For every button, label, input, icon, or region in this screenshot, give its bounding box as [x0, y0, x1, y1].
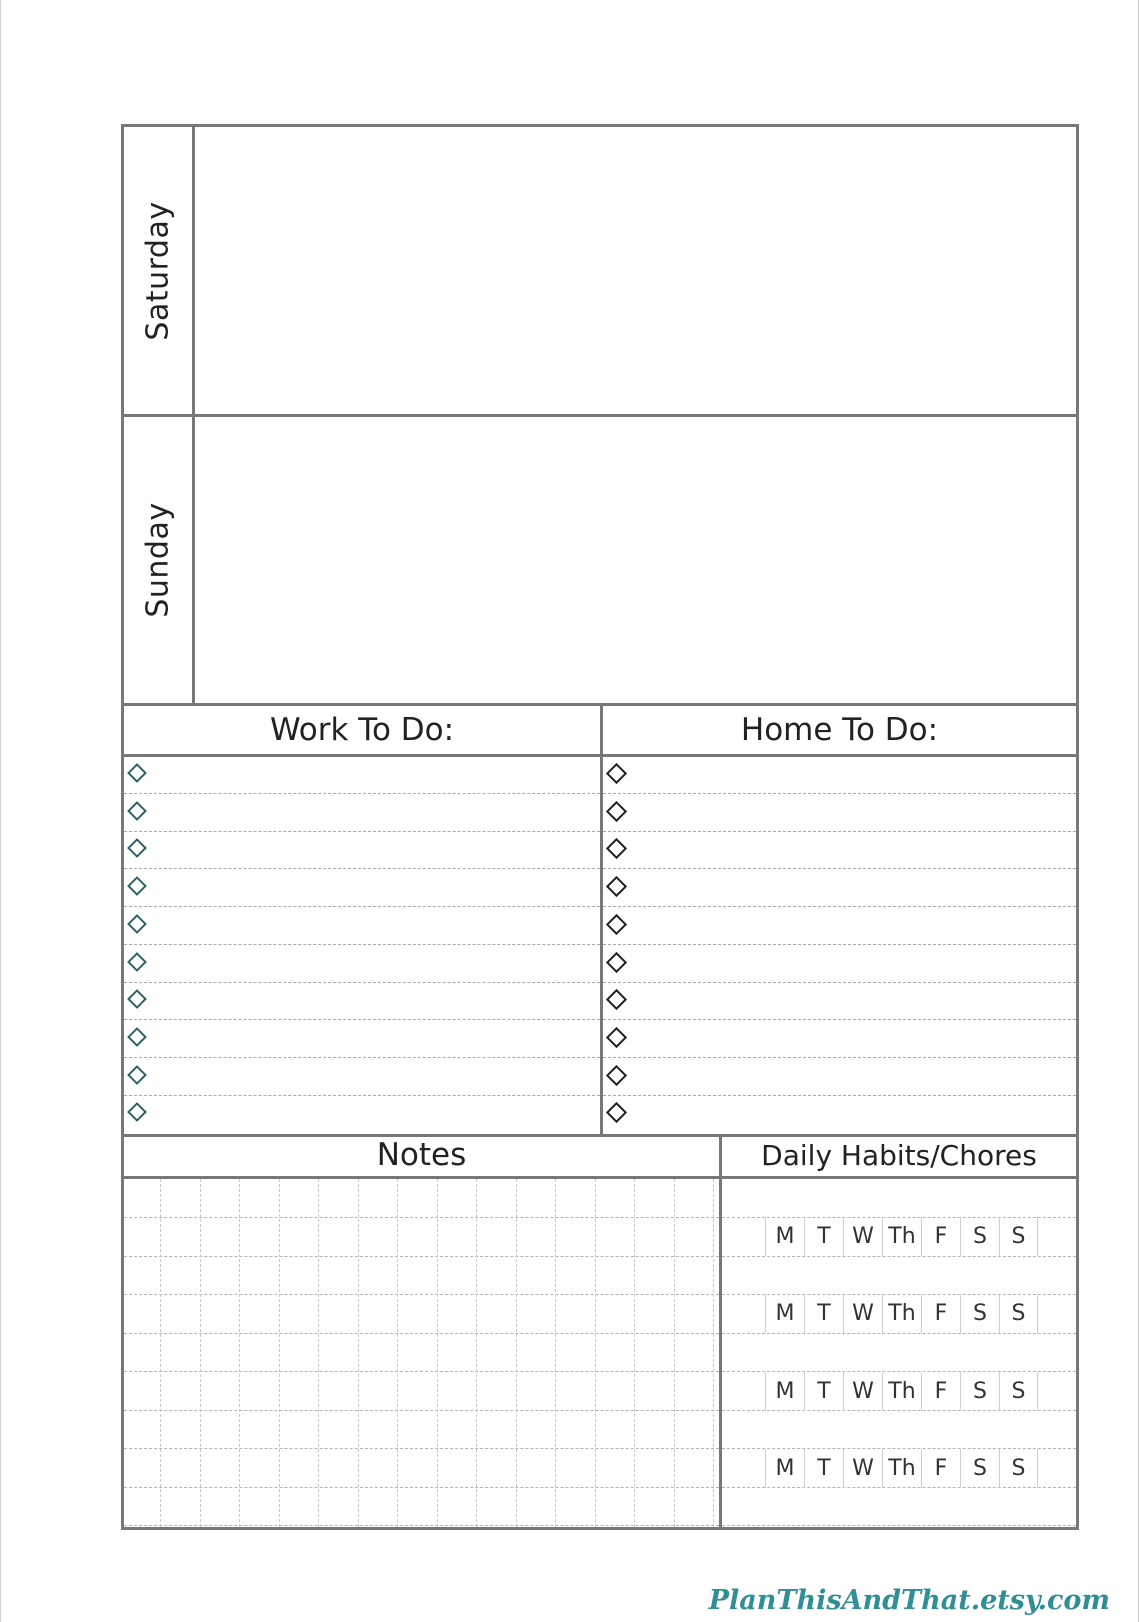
checkbox-diamond-icon[interactable]	[606, 763, 627, 784]
grid-line	[437, 1179, 438, 1527]
habit-day-box[interactable]: Th	[882, 1294, 921, 1333]
work-todo-row[interactable]	[124, 1059, 600, 1096]
grid-line	[124, 1525, 719, 1526]
work-todo-row[interactable]	[124, 908, 600, 945]
checkbox-diamond-icon[interactable]	[127, 952, 147, 972]
checkbox-diamond-icon[interactable]	[127, 763, 147, 783]
habit-row	[765, 1217, 1038, 1256]
grid-line	[476, 1179, 477, 1527]
habit-day-box[interactable]: W	[843, 1372, 882, 1411]
saturday-label: Saturday	[140, 200, 176, 341]
home-todo-row[interactable]	[603, 908, 1076, 945]
grid-line	[713, 1179, 714, 1527]
home-todo-row[interactable]	[603, 983, 1076, 1020]
sunday-section	[124, 417, 1076, 703]
grid-line	[124, 1487, 719, 1488]
work-todo-row[interactable]	[124, 983, 600, 1020]
home-todo-row[interactable]	[603, 795, 1076, 832]
grid-line	[634, 1179, 635, 1527]
habit-day-box[interactable]: T	[804, 1372, 843, 1411]
habit-day-box[interactable]: W	[843, 1449, 882, 1488]
checkbox-diamond-icon[interactable]	[127, 1102, 147, 1122]
grid-line	[555, 1179, 556, 1527]
checkbox-diamond-icon[interactable]	[606, 876, 627, 897]
habit-day-box[interactable]: F	[921, 1294, 960, 1333]
checkbox-diamond-icon[interactable]	[606, 801, 627, 822]
divider	[124, 1176, 1076, 1179]
grid-line	[160, 1179, 161, 1527]
habit-day-box[interactable]: T	[804, 1294, 843, 1333]
checkbox-diamond-icon[interactable]	[606, 951, 627, 972]
habit-row	[765, 1372, 1038, 1411]
sunday-label: Sunday	[140, 502, 176, 618]
habit-day-box[interactable]: M	[765, 1449, 804, 1488]
checkbox-diamond-icon[interactable]	[606, 838, 627, 859]
habit-line	[722, 1525, 1076, 1526]
home-todo-row[interactable]	[603, 1021, 1076, 1058]
grid-line	[674, 1179, 675, 1527]
grid-line	[124, 1371, 719, 1372]
home-todo-row[interactable]	[603, 870, 1076, 907]
work-todo-row[interactable]	[124, 1096, 600, 1133]
checkbox-diamond-icon[interactable]	[127, 876, 147, 896]
habit-day-box[interactable]: S	[960, 1449, 999, 1488]
habit-day-box[interactable]: S	[999, 1449, 1038, 1488]
checkbox-diamond-icon[interactable]	[606, 1102, 627, 1123]
grid-line	[124, 1256, 719, 1257]
work-todo-row[interactable]	[124, 795, 600, 832]
grid-line	[124, 1217, 719, 1218]
work-todo-row[interactable]	[124, 1021, 600, 1058]
checkbox-diamond-icon[interactable]	[127, 989, 147, 1009]
grid-line	[124, 1410, 719, 1411]
grid-line	[516, 1179, 517, 1527]
grid-line	[124, 1448, 719, 1449]
work-todo-title: Work To Do:	[269, 712, 455, 748]
habit-day-box[interactable]: M	[765, 1217, 804, 1256]
checkbox-diamond-icon[interactable]	[606, 914, 627, 935]
work-todo-row[interactable]	[124, 757, 600, 794]
grid-line	[358, 1179, 359, 1527]
habits-title: Daily Habits/Chores	[761, 1139, 1037, 1172]
footer-credit: PlanThisAndThat.etsy.com	[708, 1585, 1110, 1616]
home-todo-row[interactable]	[603, 1059, 1076, 1096]
habit-day-box[interactable]: S	[999, 1217, 1038, 1256]
sunday-writing-area[interactable]	[195, 417, 1076, 703]
habit-day-box[interactable]: F	[921, 1217, 960, 1256]
habit-day-box[interactable]: Th	[882, 1217, 921, 1256]
saturday-writing-area[interactable]	[195, 127, 1076, 414]
work-todo-row[interactable]	[124, 832, 600, 869]
checkbox-diamond-icon[interactable]	[127, 1065, 147, 1085]
habit-day-box[interactable]: S	[960, 1372, 999, 1411]
checkbox-diamond-icon[interactable]	[127, 914, 147, 934]
habit-day-box[interactable]: M	[765, 1294, 804, 1333]
grid-line	[124, 1333, 719, 1334]
checkbox-diamond-icon[interactable]	[127, 801, 147, 821]
habit-row	[765, 1294, 1038, 1333]
notes-title: Notes	[376, 1137, 467, 1173]
habit-day-box[interactable]: Th	[882, 1449, 921, 1488]
grid-line	[279, 1179, 280, 1527]
habit-day-box[interactable]: S	[999, 1294, 1038, 1333]
work-todo-row[interactable]	[124, 870, 600, 907]
saturday-label-cell	[124, 127, 195, 414]
sunday-label-cell	[124, 417, 195, 703]
checkbox-diamond-icon[interactable]	[127, 838, 147, 858]
habit-day-box[interactable]: F	[921, 1372, 960, 1411]
habit-day-box[interactable]: T	[804, 1217, 843, 1256]
habit-day-box[interactable]: F	[921, 1449, 960, 1488]
grid-line	[595, 1179, 596, 1527]
habit-row	[765, 1449, 1038, 1488]
habit-day-box[interactable]: W	[843, 1294, 882, 1333]
work-todo-row[interactable]	[124, 946, 600, 983]
grid-line	[397, 1179, 398, 1527]
grid-line	[239, 1179, 240, 1527]
home-todo-row[interactable]	[603, 946, 1076, 983]
habit-day-box[interactable]: S	[960, 1217, 999, 1256]
checkbox-diamond-icon[interactable]	[127, 1027, 147, 1047]
checkbox-diamond-icon[interactable]	[606, 1064, 627, 1085]
habit-day-box[interactable]: M	[765, 1372, 804, 1411]
grid-line	[200, 1179, 201, 1527]
checkbox-diamond-icon[interactable]	[606, 1027, 627, 1048]
grid-line	[318, 1179, 319, 1527]
habit-day-box[interactable]: T	[804, 1449, 843, 1488]
home-todo-row[interactable]	[603, 832, 1076, 869]
home-todo-row[interactable]	[603, 1096, 1076, 1133]
habit-day-box[interactable]: Th	[882, 1372, 921, 1411]
habit-day-box[interactable]: S	[960, 1294, 999, 1333]
habit-day-box[interactable]: S	[999, 1372, 1038, 1411]
saturday-section	[124, 127, 1076, 414]
grid-line	[124, 1294, 719, 1295]
home-todo-row[interactable]	[603, 757, 1076, 794]
checkbox-diamond-icon[interactable]	[606, 989, 627, 1010]
habit-day-box[interactable]: W	[843, 1217, 882, 1256]
home-todo-title: Home To Do:	[740, 712, 939, 748]
